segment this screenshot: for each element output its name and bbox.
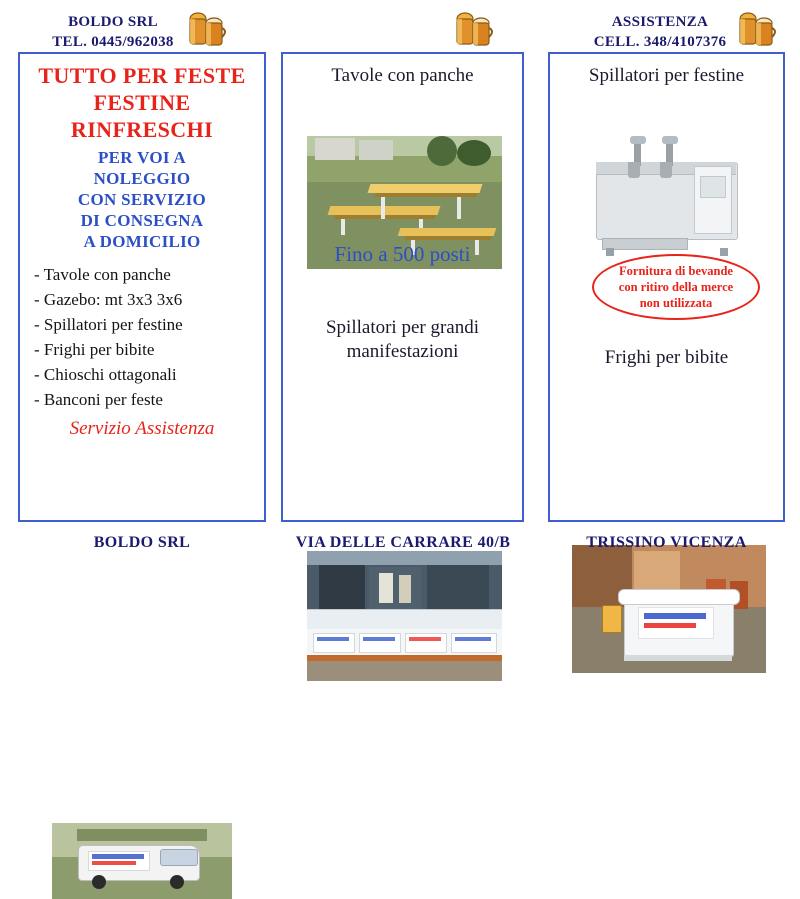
right-header-line2: CELL. 348/4107376 [593, 34, 727, 50]
center-panel [281, 52, 524, 522]
left-header-line2: TEL. 0445/962038 [52, 34, 174, 50]
beer-dispenser-photo [582, 136, 760, 261]
footer-right: TRISSINO VICENZA [586, 534, 747, 551]
stamp-line1: Fornitura di bevande [619, 264, 733, 278]
footer-left: BOLDO SRL [93, 534, 191, 551]
left-header [18, 12, 208, 52]
left-title-blue-line3: CON SERVIZIO [77, 190, 207, 209]
footer-center: VIA DELLE CARRARE 40/B [295, 534, 511, 551]
list-item: - Banconi per feste [34, 390, 163, 409]
left-title-blue-line5: A DOMICILIO [83, 232, 201, 251]
service-note: Servizio Assistenza [69, 418, 215, 439]
left-title-red-line1: TUTTO PER FESTE [38, 63, 246, 88]
list-item: - Frighi per bibite [34, 340, 155, 359]
center-caption-mid [283, 316, 522, 364]
right-panel [548, 52, 785, 522]
right-header-line1: ASSISTENZA [611, 14, 709, 30]
stamp-line3: non utilizzata [639, 296, 713, 310]
beer-mug-icon [452, 10, 496, 52]
van-photo [52, 823, 232, 899]
status-badge [592, 254, 760, 320]
left-title-blue-line1: PER VOI A [97, 148, 186, 167]
left-panel [18, 52, 266, 522]
right-caption-mid: Frighi per bibite [604, 347, 729, 368]
right-header [560, 12, 760, 52]
list-item: - Chioschi ottagonali [34, 365, 177, 384]
center-caption-capacity: Fino a 500 posti [334, 242, 471, 266]
left-header-line1: BOLDO SRL [68, 14, 158, 30]
large-bar-counter-photo [307, 551, 502, 681]
list-item: - Gazebo: mt 3x3 3x6 [34, 290, 183, 309]
beer-mug-icon [185, 10, 229, 52]
stamp-line2: con ritiro della merce [618, 280, 734, 294]
cooler-chest-photo [572, 545, 766, 673]
left-title-red-line2: FESTINE [93, 90, 191, 115]
left-title-blue-line4: DI CONSEGNA [80, 211, 204, 230]
services-list [34, 262, 264, 412]
list-item: - Tavole con panche [34, 265, 171, 284]
center-caption-mid-line1: Spillatori per grandi [325, 317, 480, 338]
left-title-red-line3: RINFRESCHI [70, 117, 214, 142]
left-title-blue [20, 147, 264, 252]
right-caption-top: Spillatori per festine [588, 65, 745, 86]
list-item: - Spillatori per festine [34, 315, 183, 334]
left-title-blue-line2: NOLEGGIO [93, 169, 191, 188]
beer-mug-icon [735, 10, 779, 52]
center-caption-mid-line2: manifestazioni [346, 341, 459, 362]
center-caption-top: Tavole con panche [331, 65, 474, 86]
left-title-red [20, 62, 264, 143]
